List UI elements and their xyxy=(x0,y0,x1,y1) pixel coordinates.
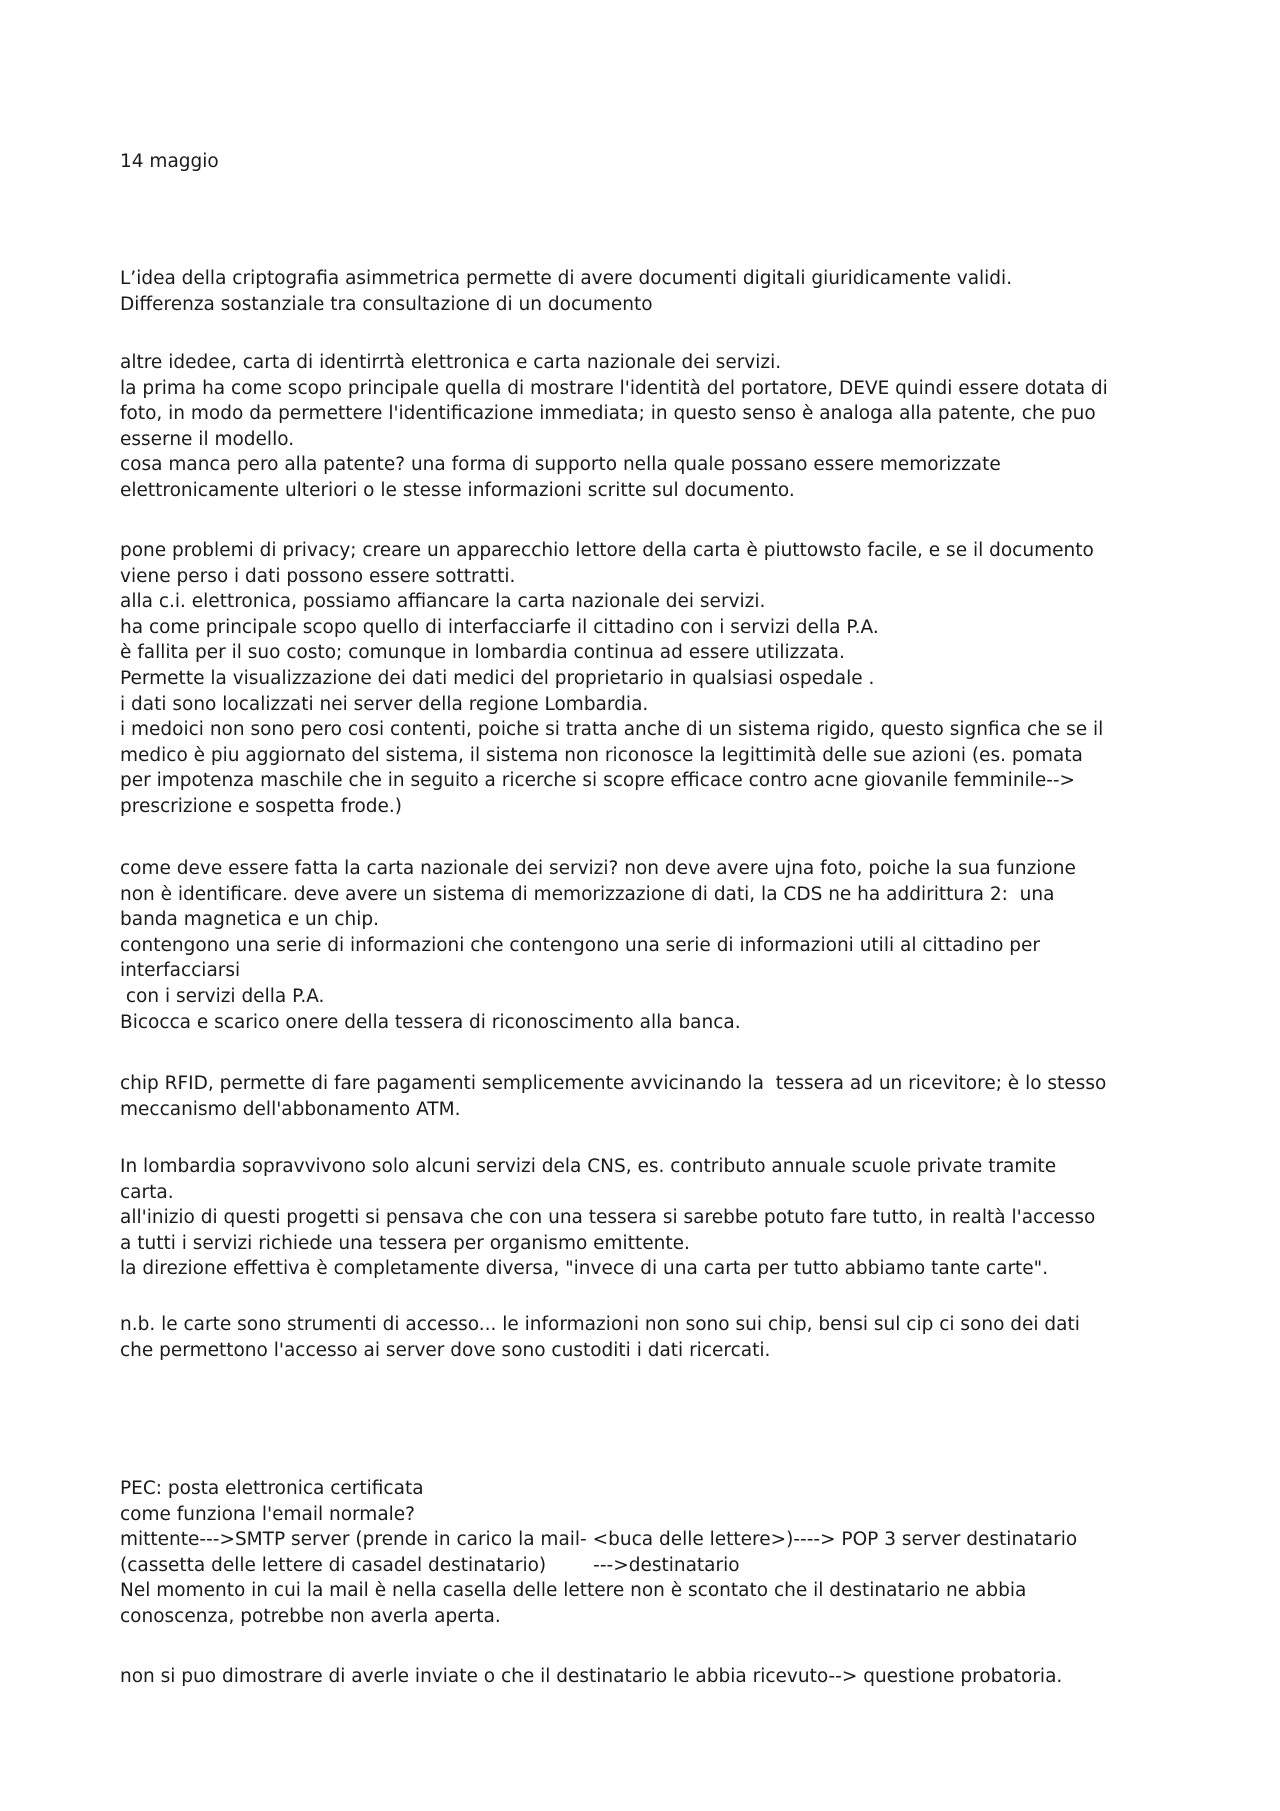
paragraph-2 xyxy=(120,350,1170,504)
text-line: cosa manca pero alla patente? una forma di supporto nella quale possano essere memorizzate xyxy=(120,454,1001,476)
text-line: i dati sono localizzati nei server della regione Lombardia. xyxy=(120,693,649,715)
text-line: che permettono l'accesso ai server dove sono custoditi i dati ricercati. xyxy=(120,1339,771,1361)
paragraph-4 xyxy=(120,856,1170,1035)
text-line: la direzione effettiva è completamente diversa, "invece di una carta per tutto abbiamo tante carte". xyxy=(120,1258,1049,1280)
text-line: per impotenza maschile che in seguito a ricerche si scopre efficace contro acne giovanile femminile--> xyxy=(120,770,1076,792)
text-line: come deve essere fatta la carta nazionale dei servizi? non deve avere ujna foto, poiche la sua funzione xyxy=(120,858,1076,879)
text-line: chip RFID, permette di fare pagamenti semplicemente avvicinando la tessera ad un ricevitore; è lo stesso xyxy=(120,1073,1107,1094)
text-line: contengono una serie di informazioni che contengono una serie di informazioni utili al cittadino per xyxy=(120,934,1041,956)
text-line: (cassetta delle lettere di casadel destinatario) --->destinatario xyxy=(120,1554,740,1576)
text-line: all'inizio di questi progetti si pensava che con una tessera si sarebbe potuto fare tutto, in realtà l'accesso xyxy=(120,1207,1096,1229)
paragraph-7 xyxy=(120,1312,1170,1363)
text-line: Nel momento in cui la mail è nella casella delle lettere non è scontato che il destinatario ne abbia xyxy=(120,1580,1027,1602)
paragraph-6 xyxy=(120,1154,1170,1282)
text-line: Differenza sostanziale tra consultazione di un documento xyxy=(120,293,653,315)
text-line: Bicocca e scarico onere della tessera di riconoscimento alla banca. xyxy=(120,1011,741,1033)
text-line: n.b. le carte sono strumenti di accesso... le informazioni non sono sui chip, bensi sul cip ci sono dei dati xyxy=(120,1314,1080,1335)
text-line: mittente--->SMTP server (prende in carico la mail- <buca delle lettere>)----> POP 3 server destinatario xyxy=(120,1529,1078,1551)
text-line: la prima ha come scopo principale quella di mostrare l'identità del portatore, DEVE quindi essere dotata di xyxy=(120,377,1108,399)
text-line: carta. xyxy=(120,1181,174,1203)
text-line: a tutti i servizi richiede una tessera per organismo emittente. xyxy=(120,1232,690,1254)
text-line: pone problemi di privacy; creare un apparecchio lettore della carta è piuttowsto facile, e se il documento xyxy=(120,540,1094,561)
text-line: banda magnetica e un chip. xyxy=(120,909,380,931)
text-line: come funziona l'email normale? xyxy=(120,1503,415,1525)
paragraph-1 xyxy=(120,266,1170,317)
paragraph-8 xyxy=(120,1476,1170,1630)
paragraph-5 xyxy=(120,1071,1170,1122)
text-line: non si puo dimostrare di averle inviate o che il destinatario le abbia ricevuto--> questione probatoria. xyxy=(120,1666,1063,1687)
text-line: alla c.i. elettronica, possiamo affiancare la carta nazionale dei servizi. xyxy=(120,591,766,613)
text-line: i medoici non sono pero cosi contenti, poiche si tratta anche di un sistema rigido, questo signfica che se il xyxy=(120,719,1104,741)
text-line: PEC: posta elettronica certificata xyxy=(120,1478,424,1499)
text-line: prescrizione e sospetta frode.) xyxy=(120,795,402,817)
text-line: conoscenza, potrebbe non averla aperta. xyxy=(120,1605,501,1627)
text-line: foto, in modo da permettere l'identificazione immediata; in questo senso è analoga alla patente, che puo xyxy=(120,403,1096,425)
text-line: meccanismo dell'abbonamento ATM. xyxy=(120,1098,461,1120)
text-line: elettronicamente ulteriori o le stesse informazioni scritte sul documento. xyxy=(120,479,795,501)
date-heading xyxy=(120,149,1170,175)
text-line: con i servizi della P.A. xyxy=(120,985,325,1007)
paragraph-3 xyxy=(120,538,1170,820)
text-line: è fallita per il suo costo; comunque in lombardia continua ad essere utilizzata. xyxy=(120,642,845,664)
text-line: L’idea della criptografia asimmetrica permette di avere documenti digitali giuridicamente validi. xyxy=(120,268,1013,289)
text-line: Permette la visualizzazione dei dati medici del proprietario in qualsiasi ospedale . xyxy=(120,667,875,689)
text-line: esserne il modello. xyxy=(120,428,295,450)
text-line: medico è piu aggiornato del sistema, il sistema non riconosce la legittimità delle sue azioni (es. pomata xyxy=(120,744,1083,766)
paragraph-9 xyxy=(120,1664,1170,1690)
date-text: 14 maggio xyxy=(120,151,219,172)
text-line: interfacciarsi xyxy=(120,960,241,982)
text-line: viene perso i dati possono essere sottratti. xyxy=(120,565,516,587)
text-line: In lombardia sopravvivono solo alcuni servizi dela CNS, es. contributo annuale scuole private tramite xyxy=(120,1156,1057,1177)
text-line: non è identificare. deve avere un sistema di memorizzazione di dati, la CDS ne ha addirittura 2: una xyxy=(120,883,1055,905)
text-line: ha come principale scopo quello di interfacciarfe il cittadino con i servizi della P.A. xyxy=(120,616,879,638)
text-line: altre idedee, carta di identirrtà elettronica e carta nazionale dei servizi. xyxy=(120,352,782,373)
